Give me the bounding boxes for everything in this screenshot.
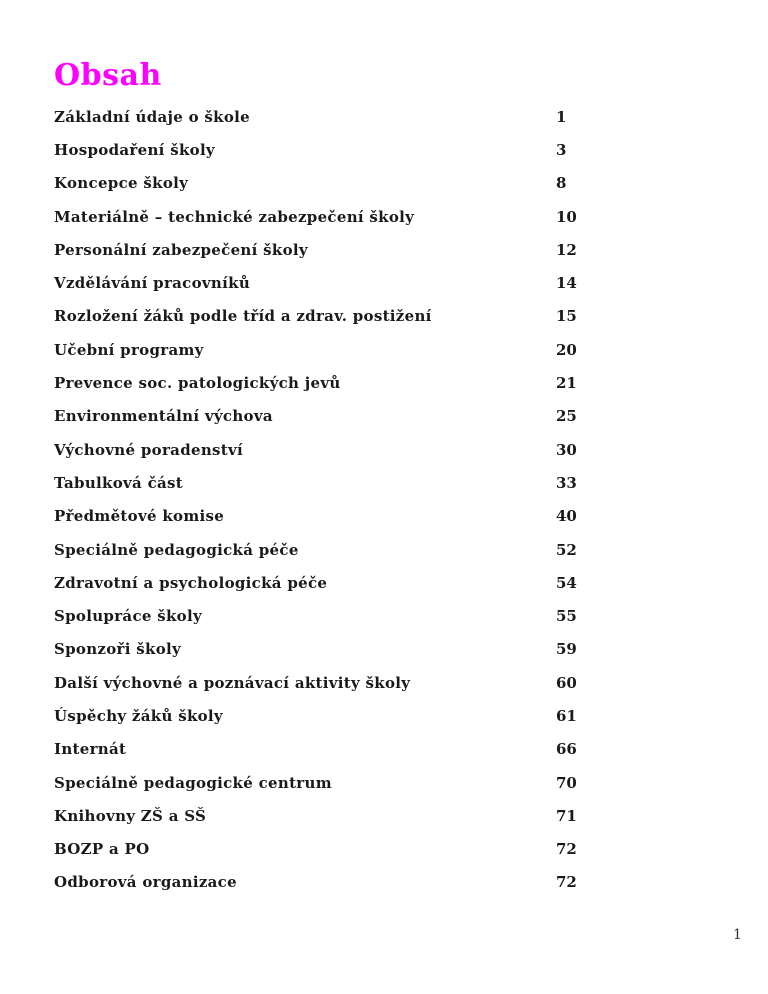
toc-entry-label: Další výchovné a poznávací aktivity školy <box>54 673 411 692</box>
toc-entry-label: Koncepce školy <box>54 174 189 193</box>
toc-entry-page: 1 <box>556 107 567 126</box>
toc-entry-label: Základní údaje o škole <box>54 107 251 126</box>
toc-entry-page: 14 <box>556 274 577 293</box>
toc-entry-page: 55 <box>556 607 577 626</box>
toc-entry-label: Učební programy <box>54 340 204 359</box>
toc-entry <box>54 766 714 799</box>
toc-entry-page: 15 <box>556 307 577 326</box>
toc-entry-page: 61 <box>556 706 577 725</box>
toc-entry-label: Environmentální výchova <box>54 407 273 426</box>
toc-entry-label: Knihovny ZŠ a SŠ <box>54 806 207 825</box>
toc-entry <box>54 100 714 133</box>
toc-entry-label: Materiálně – technické zabezpečení školy <box>54 207 415 226</box>
toc-entry <box>54 500 714 533</box>
toc-entry <box>54 466 714 499</box>
toc-list <box>54 100 714 899</box>
toc-entry <box>54 666 714 699</box>
toc-entry-label: BOZP a PO <box>54 840 150 859</box>
toc-entry-page: 72 <box>556 840 577 859</box>
toc-entry-page: 8 <box>556 174 567 193</box>
page-title: Obsah <box>54 58 162 94</box>
toc-entry-page: 66 <box>556 740 577 759</box>
toc-entry-label: Prevence soc. patologických jevů <box>54 374 341 393</box>
toc-entry-label: Tabulková část <box>54 473 184 492</box>
toc-entry-page: 10 <box>556 207 577 226</box>
toc-entry <box>54 333 714 366</box>
toc-entry <box>54 633 714 666</box>
toc-entry-label: Předmětové komise <box>54 507 225 526</box>
toc-entry-page: 12 <box>556 240 577 259</box>
toc-entry-label: Spolupráce školy <box>54 607 202 626</box>
toc-entry-page: 21 <box>556 374 577 393</box>
toc-entry <box>54 400 714 433</box>
toc-entry-label: Úspěchy žáků školy <box>54 706 223 725</box>
toc-entry-label: Výchovné poradenství <box>54 440 244 459</box>
toc-entry-page: 25 <box>556 407 577 426</box>
toc-entry <box>54 233 714 266</box>
toc-entry <box>54 533 714 566</box>
toc-entry-label: Internát <box>54 740 127 759</box>
toc-entry <box>54 866 714 899</box>
toc-entry <box>54 699 714 732</box>
toc-entry-page: 59 <box>556 640 577 659</box>
toc-entry <box>54 266 714 299</box>
toc-entry-page: 70 <box>556 773 577 792</box>
toc-entry <box>54 200 714 233</box>
toc-entry-page: 71 <box>556 806 577 825</box>
toc-entry <box>54 733 714 766</box>
toc-entry-page: 72 <box>556 873 577 892</box>
toc-entry <box>54 799 714 832</box>
toc-entry <box>54 300 714 333</box>
toc-entry-page: 33 <box>556 473 577 492</box>
toc-entry-page: 52 <box>556 540 577 559</box>
toc-entry <box>54 366 714 399</box>
footer-page-number: 1 <box>733 927 742 943</box>
toc-entry-label: Sponzoři školy <box>54 640 182 659</box>
toc-entry <box>54 599 714 632</box>
toc-entry <box>54 566 714 599</box>
toc-entry-label: Hospodaření školy <box>54 140 215 159</box>
toc-entry-label: Speciálně pedagogická péče <box>54 540 299 559</box>
toc-entry-label: Vzdělávání pracovníků <box>54 274 251 293</box>
toc-entry-page: 30 <box>556 440 577 459</box>
toc-entry-label: Rozložení žáků podle tříd a zdrav. postižení <box>54 307 432 326</box>
toc-entry-label: Odborová organizace <box>54 873 237 892</box>
toc-entry-label: Personální zabezpečení školy <box>54 240 308 259</box>
toc-entry-page: 20 <box>556 340 577 359</box>
toc-entry-page: 54 <box>556 573 577 592</box>
toc-entry-page: 60 <box>556 673 577 692</box>
toc-entry <box>54 833 714 866</box>
toc-entry <box>54 133 714 166</box>
toc-entry <box>54 433 714 466</box>
toc-entry <box>54 167 714 200</box>
toc-entry-label: Zdravotní a psychologická péče <box>54 573 328 592</box>
toc-entry-label: Speciálně pedagogické centrum <box>54 773 332 792</box>
toc-entry-page: 3 <box>556 140 567 159</box>
toc-entry-page: 40 <box>556 507 577 526</box>
